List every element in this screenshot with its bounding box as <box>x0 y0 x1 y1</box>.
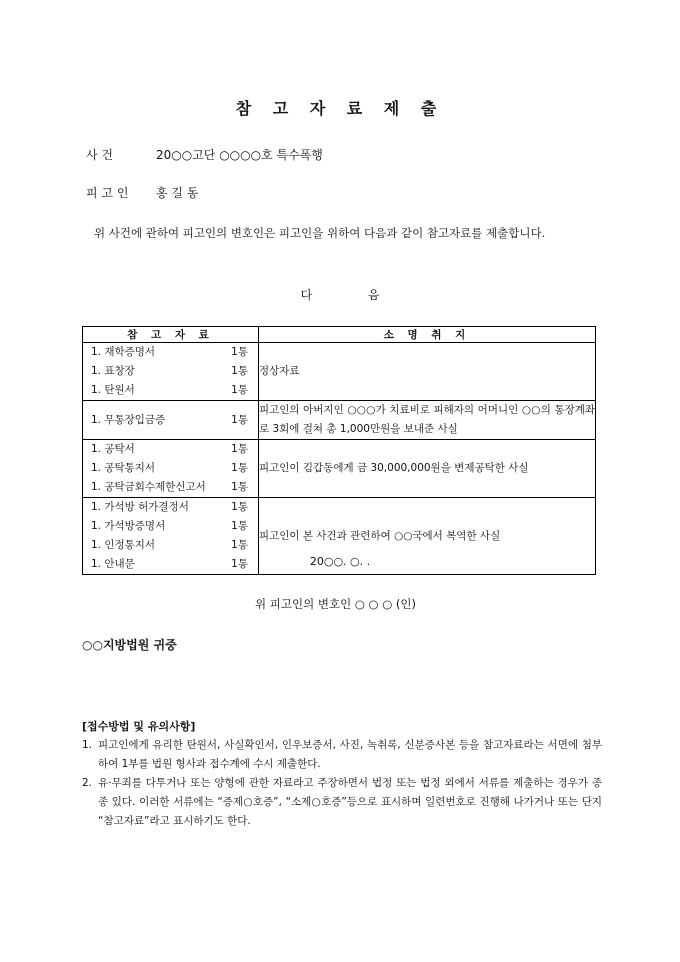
list-item <box>82 736 602 774</box>
table-row <box>83 440 596 498</box>
list-item <box>82 774 602 831</box>
doc-item: 1. 안내문 1통 <box>91 558 248 570</box>
doc-item: 1. 가석방 허가결정서 1통 <box>91 501 248 513</box>
doc-item: 1. 인정통지서 1통 <box>91 539 248 551</box>
purpose-cell: 정상자료 <box>259 343 596 401</box>
doc-item: 1. 공탁통지서 1통 <box>91 462 248 474</box>
note-number: 1. <box>82 739 93 751</box>
doc-list <box>83 401 259 440</box>
submission-statement: 위 사건에 관하여 피고인의 변호인은 피고인을 위하여 다음과 같이 참고자료를 제출합니다. <box>94 226 546 240</box>
table-row <box>83 401 596 440</box>
signer-line: 위 피고인의 변호인 ○ ○ ○ (인) <box>255 597 416 611</box>
doc-item: 1. 가석방증명서 1통 <box>91 520 248 532</box>
doc-item: 1. 공탁서 1통 <box>91 443 248 455</box>
case-label: 사 건 <box>86 148 113 162</box>
table-row <box>83 343 596 401</box>
section-heading <box>0 286 680 303</box>
doc-item: 1. 공탁금회수제한신고서 1통 <box>91 481 248 493</box>
heading-char-2: 음 <box>367 288 380 302</box>
purpose-cell: 피고인의 아버지인 ○○○가 치료비로 피해자의 어머니인 ○○의 통장계좌로 3회에 걸쳐 총 1,000만원을 보내준 사실 <box>259 401 596 440</box>
reference-table <box>82 326 596 575</box>
defendant-label: 피 고 인 <box>86 186 129 200</box>
notes-title: [접수방법 및 유의사항] <box>82 720 196 733</box>
purpose-cell: 피고인이 본 사건과 관련하여 ○○국에서 복역한 사실 <box>259 498 596 575</box>
note-text: 피고인에게 유리한 탄원서, 사실확인서, 인우보증서, 사진, 녹취록, 신분증사본 등을 참고자료라는 서면에 첨부하여 1부를 법원 형사과 접수계에 수시 제출한다. <box>98 739 602 770</box>
case-number: 20○○고단 ○○○○호 특수폭행 <box>156 148 323 162</box>
heading-char-1: 다 <box>300 288 313 302</box>
note-text: 유·무죄를 다투거나 또는 양형에 관한 자료라고 주장하면서 법정 또는 법정 외에서 서류를 제출하는 경우가 종종 있다. 이러한 서류에는 “증제○호증”, “소제○호증”등으로 표시하며 일련번호로 진행해 나가거나 또는 단지 “참고자료”라고 표시하기도 한다. <box>98 777 602 827</box>
header-reference: 참 고 자 료 <box>83 327 259 343</box>
note-number: 2. <box>82 777 93 789</box>
document-title: 참 고 자 료 제 출 <box>235 99 445 118</box>
court-addressee: ○○지방법원 귀중 <box>82 638 177 652</box>
doc-item: 1. 표창장 1통 <box>91 365 248 377</box>
doc-list <box>83 343 259 401</box>
purpose-cell: 피고인이 김갑동에게 금 30,000,000원을 변제공탁한 사실 <box>259 440 596 498</box>
doc-item: 1. 재학증명서 1통 <box>91 346 248 358</box>
defendant-name: 홍 길 동 <box>156 186 199 200</box>
doc-item: 1. 탄원서 1통 <box>91 384 248 396</box>
notes-list <box>82 736 602 831</box>
date-line: 20○○. ○. . <box>309 555 371 568</box>
doc-list <box>83 440 259 498</box>
header-purpose: 소 명 취 지 <box>259 327 596 343</box>
doc-item: 1. 무통장입금증 1통 <box>91 414 248 426</box>
